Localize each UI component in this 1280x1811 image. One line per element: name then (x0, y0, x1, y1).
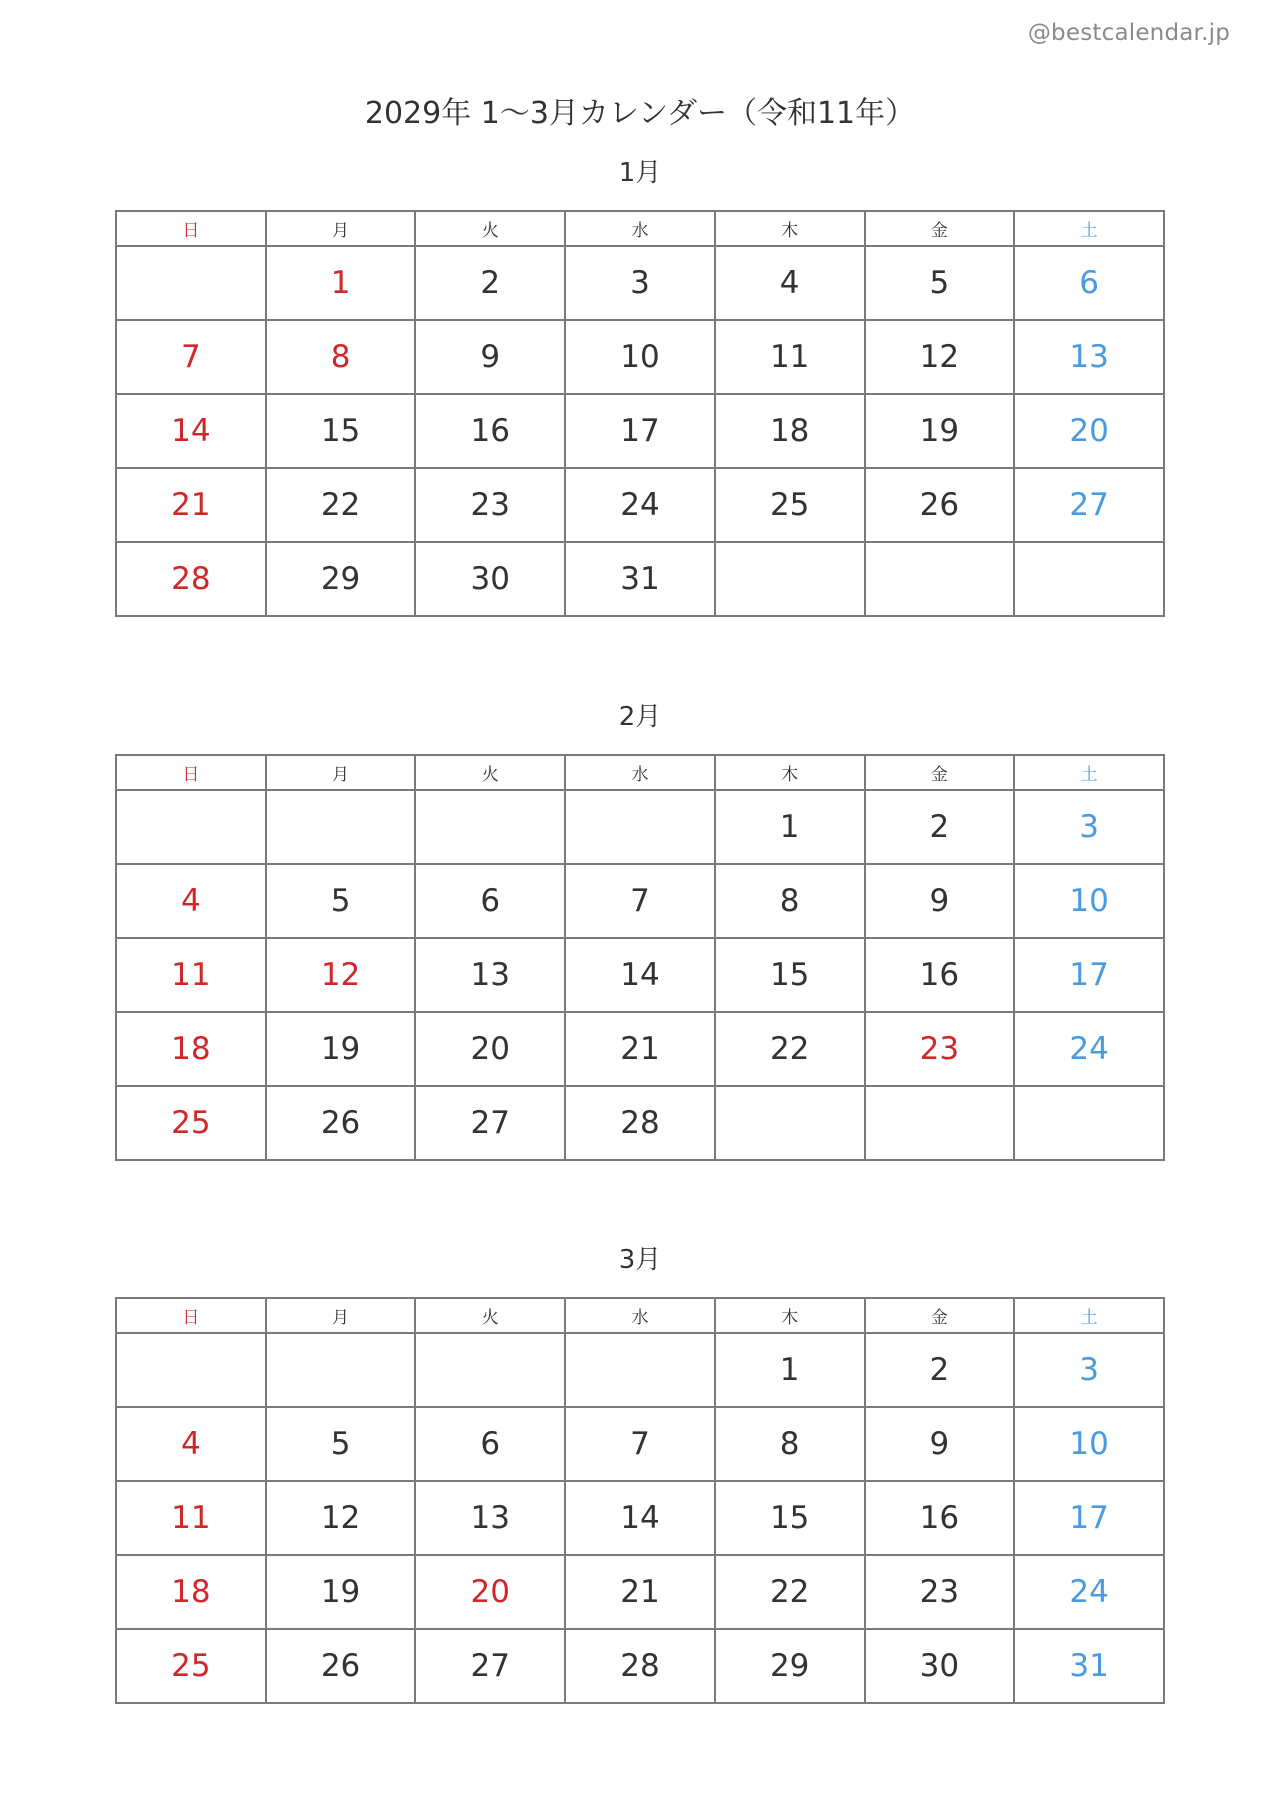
day-cell: 9 (865, 1407, 1015, 1481)
weekday-header: 金 (865, 211, 1015, 246)
day-cell: 10 (565, 320, 715, 394)
day-cell: 10 (1014, 1407, 1164, 1481)
month-label: 1月 (618, 158, 662, 188)
empty-day-cell (266, 1333, 416, 1407)
empty-day-cell (116, 1333, 266, 1407)
page-title: 2029年 1〜3月カレンダー（令和11年） (364, 96, 916, 131)
month-calendar-february (115, 702, 1165, 1161)
day-cell: 11 (715, 320, 865, 394)
day-cell: 17 (565, 394, 715, 468)
watermark-text: @bestcalendar.jp (1027, 20, 1230, 46)
empty-day-cell (565, 1333, 715, 1407)
week-row (116, 1481, 1164, 1555)
day-cell: 18 (715, 394, 865, 468)
month-label: 3月 (618, 1245, 662, 1275)
day-cell: 16 (415, 394, 565, 468)
day-cell: 29 (715, 1629, 865, 1703)
day-cell: 24 (565, 468, 715, 542)
day-cell: 30 (865, 1629, 1015, 1703)
day-cell: 28 (116, 542, 266, 616)
week-row (116, 246, 1164, 320)
day-cell: 11 (116, 1481, 266, 1555)
day-cell: 24 (1014, 1012, 1164, 1086)
day-cell: 8 (266, 320, 416, 394)
week-row (116, 790, 1164, 864)
day-cell: 23 (415, 468, 565, 542)
day-cell: 27 (1014, 468, 1164, 542)
day-cell: 25 (116, 1086, 266, 1160)
day-cell: 5 (266, 864, 416, 938)
day-cell: 19 (266, 1555, 416, 1629)
weekday-header-row (116, 1298, 1164, 1333)
day-cell: 4 (116, 1407, 266, 1481)
empty-day-cell (865, 1086, 1015, 1160)
day-cell: 1 (715, 790, 865, 864)
day-cell: 11 (116, 938, 266, 1012)
day-cell: 27 (415, 1629, 565, 1703)
day-cell: 30 (415, 542, 565, 616)
day-cell: 2 (865, 790, 1015, 864)
weekday-header: 土 (1014, 1298, 1164, 1333)
day-cell: 14 (565, 938, 715, 1012)
day-cell: 18 (116, 1012, 266, 1086)
weekday-header-row (116, 755, 1164, 790)
calendar-table (115, 1297, 1165, 1704)
day-cell: 28 (565, 1629, 715, 1703)
week-row (116, 1629, 1164, 1703)
day-cell: 7 (565, 864, 715, 938)
day-cell: 31 (1014, 1629, 1164, 1703)
calendar-table (115, 210, 1165, 617)
day-cell: 22 (715, 1555, 865, 1629)
empty-day-cell (715, 1086, 865, 1160)
day-cell: 12 (266, 938, 416, 1012)
day-cell: 13 (415, 938, 565, 1012)
day-cell: 17 (1014, 938, 1164, 1012)
weekday-header: 水 (565, 755, 715, 790)
day-cell: 20 (415, 1555, 565, 1629)
empty-day-cell (415, 790, 565, 864)
weekday-header: 水 (565, 1298, 715, 1333)
day-cell: 8 (715, 864, 865, 938)
empty-day-cell (116, 246, 266, 320)
day-cell: 3 (1014, 790, 1164, 864)
month-label: 2月 (618, 702, 662, 732)
empty-day-cell (266, 790, 416, 864)
empty-day-cell (715, 542, 865, 616)
day-cell: 17 (1014, 1481, 1164, 1555)
empty-day-cell (1014, 542, 1164, 616)
empty-day-cell (565, 790, 715, 864)
weekday-header: 月 (266, 1298, 416, 1333)
day-cell: 8 (715, 1407, 865, 1481)
day-cell: 16 (865, 1481, 1015, 1555)
day-cell: 20 (1014, 394, 1164, 468)
day-cell: 25 (715, 468, 865, 542)
day-cell: 21 (116, 468, 266, 542)
day-cell: 3 (565, 246, 715, 320)
day-cell: 23 (865, 1555, 1015, 1629)
day-cell: 15 (715, 938, 865, 1012)
day-cell: 12 (865, 320, 1015, 394)
calendar-table (115, 754, 1165, 1161)
weekday-header: 月 (266, 211, 416, 246)
day-cell: 15 (266, 394, 416, 468)
week-row (116, 320, 1164, 394)
day-cell: 2 (865, 1333, 1015, 1407)
week-row (116, 1333, 1164, 1407)
day-cell: 25 (116, 1629, 266, 1703)
day-cell: 21 (565, 1555, 715, 1629)
day-cell: 19 (266, 1012, 416, 1086)
day-cell: 7 (116, 320, 266, 394)
day-cell: 5 (865, 246, 1015, 320)
day-cell: 13 (415, 1481, 565, 1555)
day-cell: 26 (266, 1629, 416, 1703)
day-cell: 31 (565, 542, 715, 616)
weekday-header-row (116, 211, 1164, 246)
day-cell: 14 (116, 394, 266, 468)
day-cell: 19 (865, 394, 1015, 468)
weekday-header: 火 (415, 755, 565, 790)
day-cell: 1 (266, 246, 416, 320)
weekday-header: 日 (116, 211, 266, 246)
day-cell: 9 (865, 864, 1015, 938)
day-cell: 28 (565, 1086, 715, 1160)
day-cell: 16 (865, 938, 1015, 1012)
day-cell: 23 (865, 1012, 1015, 1086)
week-row (116, 394, 1164, 468)
day-cell: 22 (715, 1012, 865, 1086)
month-calendar-march (115, 1245, 1165, 1704)
weekday-header: 土 (1014, 755, 1164, 790)
day-cell: 4 (116, 864, 266, 938)
day-cell: 3 (1014, 1333, 1164, 1407)
day-cell: 20 (415, 1012, 565, 1086)
week-row (116, 1407, 1164, 1481)
day-cell: 6 (415, 864, 565, 938)
day-cell: 12 (266, 1481, 416, 1555)
empty-day-cell (116, 790, 266, 864)
day-cell: 29 (266, 542, 416, 616)
day-cell: 7 (565, 1407, 715, 1481)
empty-day-cell (865, 542, 1015, 616)
weekday-header: 日 (116, 1298, 266, 1333)
week-row (116, 1012, 1164, 1086)
weekday-header: 火 (415, 211, 565, 246)
day-cell: 18 (116, 1555, 266, 1629)
day-cell: 26 (865, 468, 1015, 542)
day-cell: 21 (565, 1012, 715, 1086)
weekday-header: 火 (415, 1298, 565, 1333)
day-cell: 13 (1014, 320, 1164, 394)
weekday-header: 日 (116, 755, 266, 790)
day-cell: 24 (1014, 1555, 1164, 1629)
day-cell: 26 (266, 1086, 416, 1160)
day-cell: 1 (715, 1333, 865, 1407)
weekday-header: 木 (715, 1298, 865, 1333)
day-cell: 4 (715, 246, 865, 320)
week-row (116, 542, 1164, 616)
weekday-header: 金 (865, 755, 1015, 790)
day-cell: 9 (415, 320, 565, 394)
empty-day-cell (1014, 1086, 1164, 1160)
week-row (116, 1555, 1164, 1629)
week-row (116, 1086, 1164, 1160)
day-cell: 10 (1014, 864, 1164, 938)
day-cell: 15 (715, 1481, 865, 1555)
weekday-header: 月 (266, 755, 416, 790)
day-cell: 6 (1014, 246, 1164, 320)
week-row (116, 468, 1164, 542)
day-cell: 27 (415, 1086, 565, 1160)
day-cell: 14 (565, 1481, 715, 1555)
day-cell: 5 (266, 1407, 416, 1481)
weekday-header: 土 (1014, 211, 1164, 246)
weekday-header: 木 (715, 755, 865, 790)
weekday-header: 水 (565, 211, 715, 246)
month-calendar-january (115, 158, 1165, 617)
day-cell: 2 (415, 246, 565, 320)
week-row (116, 938, 1164, 1012)
weekday-header: 金 (865, 1298, 1015, 1333)
day-cell: 6 (415, 1407, 565, 1481)
day-cell: 22 (266, 468, 416, 542)
empty-day-cell (415, 1333, 565, 1407)
week-row (116, 864, 1164, 938)
weekday-header: 木 (715, 211, 865, 246)
